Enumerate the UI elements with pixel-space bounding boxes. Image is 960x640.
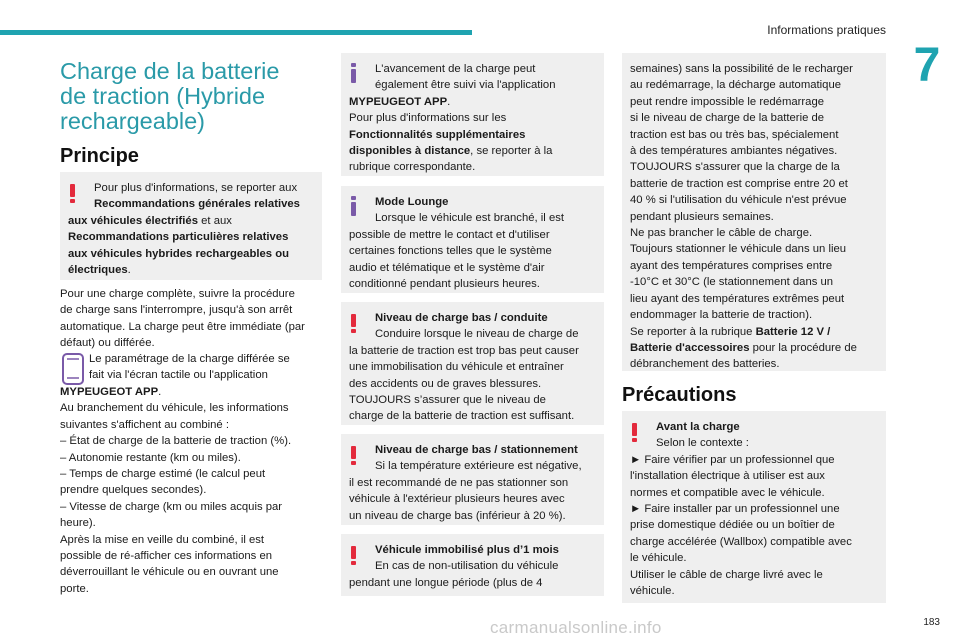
box-line: des accidents ou de graves blessures. xyxy=(349,377,542,390)
text-line: déverrouillant le véhicule ou en ouvrant une xyxy=(60,566,279,579)
main-title xyxy=(60,59,322,134)
box-line: une immobilisation du véhicule et entraîner xyxy=(349,361,564,374)
box-line: pendant plusieurs semaines. xyxy=(630,210,774,223)
box-title: Avant la charge xyxy=(656,421,740,433)
alert-box-charge-conduite xyxy=(341,302,604,425)
page-number: 183 xyxy=(923,617,940,628)
box-line: audio et télématique et le système d'air xyxy=(349,261,545,274)
main-title-line: de traction (Hybride xyxy=(60,83,266,109)
box-line: L'avancement de la charge peut xyxy=(375,63,536,75)
main-title-line: rechargeable) xyxy=(60,108,206,134)
text-line: Le paramétrage de la charge différée se xyxy=(89,353,290,365)
box-line: débranchement des batteries. xyxy=(630,358,780,371)
box-line: Si la température extérieure est négative, xyxy=(375,460,582,473)
info-box-mode-lounge xyxy=(341,186,604,293)
alert-box-recommandations xyxy=(60,172,322,280)
exclamation-alert-icon xyxy=(70,184,75,202)
exclamation-alert-icon xyxy=(351,546,356,564)
box-line: Pour plus d'informations sur les xyxy=(349,112,507,125)
app-name: MYPEUGEOT APP xyxy=(60,386,159,398)
box-line: endommager la batterie de traction). xyxy=(630,309,813,322)
info-icon xyxy=(351,196,356,216)
text-line: automatique. La charge peut être immédiate (par xyxy=(60,320,305,333)
box-line-bold: Fonctionnalités supplémentaires xyxy=(349,128,526,141)
box-line: . xyxy=(127,264,131,277)
chapter-number: 7 xyxy=(913,39,941,92)
text-line: fait via l'écran tactile ou l'application xyxy=(89,369,268,382)
text-line: suivantes s'affichent au combiné : xyxy=(60,418,229,431)
section-title: Informations pratiques xyxy=(767,23,886,37)
box-line: charge de la batterie de traction est suffisant. xyxy=(349,410,575,423)
exclamation-alert-icon xyxy=(351,446,356,464)
box-line: , se reporter à la xyxy=(470,145,553,158)
info-box-avancement xyxy=(341,53,604,176)
text-line: – Vitesse de charge (km ou miles acquis par xyxy=(60,500,283,513)
text-line: . xyxy=(158,386,162,398)
text-line: Après la mise en veille du combiné, il est xyxy=(60,533,265,546)
exclamation-alert-icon xyxy=(632,423,637,441)
box-line: 40 % si l'utilisation du véhicule n'est prévue xyxy=(630,194,847,207)
box-title: Niveau de charge bas / stationnement xyxy=(375,444,578,456)
text-line: – Autonomie restante (km ou miles). xyxy=(60,451,241,464)
box-line-bold: aux véhicules électrifiés xyxy=(68,214,198,227)
box-line: lieu ayant des températures extrêmes peut xyxy=(630,292,845,305)
box-line: l'installation électrique à utiliser est aux xyxy=(630,470,825,483)
text-line: de charge sans l'interrompre, jusqu'à son arrêt xyxy=(60,304,293,317)
paragraph-charge xyxy=(60,286,330,352)
box-line-bold: électriques xyxy=(68,264,128,277)
box-line: et aux xyxy=(198,214,232,227)
box-line: ayant des températures comprises entre xyxy=(630,259,833,272)
box-line: conditionné pendant plusieurs heures. xyxy=(349,278,540,291)
box-line: Ne pas brancher le câble de charge. xyxy=(630,227,813,240)
box-line: charge accélérée (Wallbox) compatible avec xyxy=(630,535,852,548)
box-line: la batterie de traction est trop bas peut causer xyxy=(349,344,579,357)
box-line: Pour plus d'informations, se reporter aux xyxy=(94,182,298,194)
box-line: TOUJOURS s’assurer que le niveau de xyxy=(349,394,546,407)
box-line: traction est bas ou très bas, spécialement xyxy=(630,128,839,141)
box-line: semaines) sans la possibilité de le recharger xyxy=(630,63,853,75)
paragraph-informations xyxy=(60,384,330,597)
box-line: . xyxy=(447,95,451,108)
box-line: peut rendre impossible le redémarrage xyxy=(630,95,825,108)
box-line-bold: Recommandations particulières relatives xyxy=(68,231,289,244)
box-line: si le niveau de charge de la batterie de xyxy=(630,112,825,125)
box-line: il est recommandé de ne pas stationner son xyxy=(349,476,569,489)
box-line: normes et compatible avec le véhicule. xyxy=(630,486,825,499)
box-line: le véhicule. xyxy=(630,552,687,565)
text-line: Pour une charge complète, suivre la procédure xyxy=(60,288,295,300)
column-1 xyxy=(60,59,322,134)
box-line: Lorsque le véhicule est branché, il est xyxy=(375,212,565,225)
subtitle-principe: Principe xyxy=(60,145,139,167)
box-line: Se reporter à la rubrique xyxy=(630,325,756,338)
text-line: – Temps de charge estimé (le calcul peut xyxy=(60,468,266,481)
box-line: Conduire lorsque le niveau de charge de xyxy=(375,328,579,341)
text-line: porte. xyxy=(60,582,89,595)
text-line: Au branchement du véhicule, les informations xyxy=(60,402,289,415)
box-line: batterie de traction est comprise entre 20 et xyxy=(630,177,848,190)
box-line: Utiliser le câble de charge livré avec le xyxy=(630,568,823,581)
subtitle-precautions: Précautions xyxy=(622,384,737,406)
box-line: véhicule à l'extérieur plusieurs heures avec xyxy=(349,493,565,506)
smartphone-icon xyxy=(62,353,84,385)
box-line: véhicule. xyxy=(630,585,675,598)
box-title: Niveau de charge bas / conduite xyxy=(375,312,548,324)
box-line: ► Faire installer par un professionnel une xyxy=(630,503,840,516)
box-line: ► Faire vérifier par un professionnel que xyxy=(630,453,835,466)
watermark: carmanualsonline.info xyxy=(490,618,662,637)
text-line: défaut) ou différée. xyxy=(60,337,155,350)
box-line: Toujours stationner le véhicule dans un lieu xyxy=(630,243,847,256)
box-line: certaines fonctions telles que le système xyxy=(349,245,552,258)
box-line-bold: disponibles à distance xyxy=(349,145,471,158)
info-icon xyxy=(351,63,356,83)
box-line: prise domestique dédiée ou un boîtier de xyxy=(630,519,835,532)
alert-box-avant-charge xyxy=(622,411,886,603)
box-line: rubrique correspondante. xyxy=(349,161,476,174)
alert-box-charge-stationnement xyxy=(341,434,604,525)
box-line: TOUJOURS s'assurer que la charge de la xyxy=(630,161,840,174)
box-line: un niveau de charge bas (inférieur à 20 %). xyxy=(349,509,566,522)
box-title: Mode Lounge xyxy=(375,196,449,208)
text-line: prendre quelques secondes). xyxy=(60,484,207,497)
box-line: au redémarrage, la décharge automatique xyxy=(630,79,842,92)
alert-box-immobilise xyxy=(341,534,604,596)
box-title: Véhicule immobilisé plus d’1 mois xyxy=(375,544,559,556)
box-line-bold: aux véhicules hybrides rechargeables ou xyxy=(68,247,290,260)
text-line: – État de charge de la batterie de traction (%). xyxy=(60,435,292,448)
box-line: pour la procédure de xyxy=(749,341,857,354)
main-title-line: Charge de la batterie xyxy=(60,58,280,84)
text-line: possible de ré-afficher ces informations en xyxy=(60,550,273,563)
header-accent-bar xyxy=(0,30,472,35)
phone-note xyxy=(89,351,329,384)
box-line: également être suivi via l'application xyxy=(375,79,556,92)
box-line: En cas de non-utilisation du véhicule xyxy=(375,560,559,573)
reference-link: Batterie d'accessoires xyxy=(630,341,750,354)
box-line: possible de mettre le contact et d'utiliser xyxy=(349,228,550,241)
box-line-bold: Recommandations générales relatives xyxy=(94,198,300,211)
box-line: -10°C et 30°C (le stationnement dans un xyxy=(630,276,834,289)
box-line: à des températures ambiantes négatives. xyxy=(630,145,838,158)
app-name: MYPEUGEOT APP xyxy=(349,95,448,108)
box-line: Selon le contexte : xyxy=(656,437,749,450)
alert-box-immobilise-continued xyxy=(622,53,886,371)
text-line: heure). xyxy=(60,517,96,530)
exclamation-alert-icon xyxy=(351,314,356,332)
reference-link: Batterie 12 V / xyxy=(755,325,831,338)
box-line: pendant une longue période (plus de 4 xyxy=(349,576,543,589)
